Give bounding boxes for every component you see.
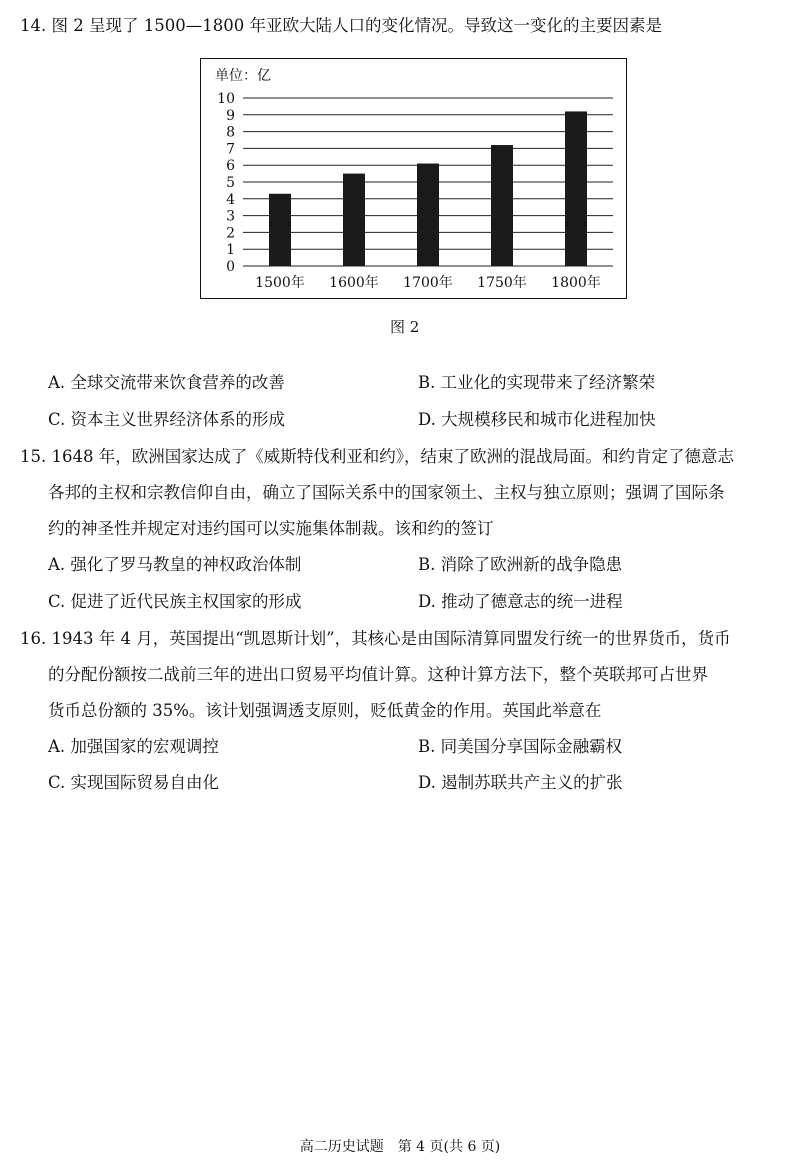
q16-option-a: A. 加强国家的宏观调控 xyxy=(48,737,219,756)
chart-svg xyxy=(201,59,628,300)
chart-ytick-label: 10 xyxy=(217,91,235,107)
chart-ytick-label: 2 xyxy=(226,225,235,242)
q16-stem-line-2: 的分配份额按二战前三年的进出口贸易平均值计算。这种计算方法下，整个英联邦可占世界 xyxy=(48,665,708,684)
q15-stem-line-1: 15. 1648 年，欧洲国家达成了《威斯特伐利亚和约》，结束了欧洲的混战局面。和约肯定了德意志 xyxy=(20,447,734,466)
q15-option-d: D. 推动了德意志的统一进程 xyxy=(418,592,623,611)
figure-caption: 图 2 xyxy=(390,318,420,336)
q15-stem-line-2: 各邦的主权和宗教信仰自由，确立了国际关系中的国家领土、主权与独立原则；强调了国际条 xyxy=(48,483,725,502)
q16-option-c: C. 实现国际贸易自由化 xyxy=(48,773,220,792)
chart-bar xyxy=(417,164,439,266)
chart-ytick-label: 5 xyxy=(226,175,235,191)
chart-category-label: 1600年 xyxy=(329,275,379,291)
chart-unit-label: 单位：亿 xyxy=(215,68,271,84)
q15-option-b: B. 消除了欧洲新的战争隐患 xyxy=(418,555,623,574)
chart-ytick-label: 8 xyxy=(226,124,235,141)
page-footer: 高二历史试题 第 4 页(共 6 页) xyxy=(299,1139,501,1155)
chart-category-label: 1500年 xyxy=(255,275,305,291)
q15-option-a: A. 强化了罗马教皇的神权政治体制 xyxy=(48,555,302,574)
chart-ytick-label: 0 xyxy=(226,259,235,275)
chart-ytick-label: 6 xyxy=(226,158,235,175)
chart-ytick-label: 9 xyxy=(226,107,235,124)
q16-stem-line-3: 货币总份额的 35%。该计划强调透支原则，贬低黄金的作用。英国此举意在 xyxy=(48,701,602,720)
chart-ytick-label: 4 xyxy=(226,191,235,208)
chart-ytick-label: 7 xyxy=(226,141,235,158)
chart-ytick-label: 1 xyxy=(226,242,235,259)
q16-stem-line-1: 16. 1943 年 4 月，英国提出“凯恩斯计划”，其核心是由国际清算同盟发行统一的世界货币，货币 xyxy=(20,629,731,648)
chart-bar xyxy=(269,194,291,266)
chart-ytick-label: 3 xyxy=(226,208,235,225)
chart-bar xyxy=(491,145,513,266)
q14-option-a: A. 全球交流带来饮食营养的改善 xyxy=(48,373,285,392)
q14-option-b: B. 工业化的实现带来了经济繁荣 xyxy=(418,373,656,392)
q15-option-c: C. 促进了近代民族主权国家的形成 xyxy=(48,592,302,611)
chart-category-label: 1700年 xyxy=(403,275,453,291)
q14-option-c: C. 资本主义世界经济体系的形成 xyxy=(48,410,286,429)
q14-option-d: D. 大规模移民和城市化进程加快 xyxy=(418,410,656,429)
q14-stem: 14. 图 2 呈现了 1500—1800 年亚欧大陆人口的变化情况。导致这一变化的主要因素是 xyxy=(20,16,662,35)
q16-option-d: D. 遏制苏联共产主义的扩张 xyxy=(418,773,623,792)
q16-option-b: B. 同美国分享国际金融霸权 xyxy=(418,737,623,756)
chart-bar xyxy=(343,174,365,266)
population-chart xyxy=(200,58,627,299)
chart-category-label: 1800年 xyxy=(551,275,601,291)
chart-bar xyxy=(565,111,587,266)
q15-stem-line-3: 约的神圣性并规定对违约国可以实施集体制裁。该和约的签订 xyxy=(48,519,494,538)
chart-category-label: 1750年 xyxy=(477,275,527,291)
